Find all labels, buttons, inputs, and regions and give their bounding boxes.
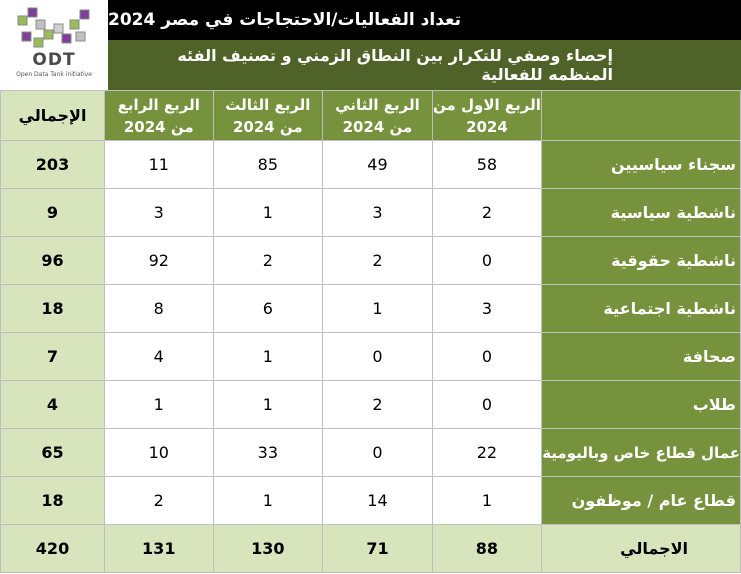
cell-q3: 85 [213,141,323,189]
row-total: 18 [1,477,105,525]
cell-q3: 2 [213,237,323,285]
header-q4: الربع الرابع من 2024 [105,91,214,141]
page-title [108,0,741,40]
logo-wordmark: ODT [32,50,76,70]
row-total: 203 [1,141,105,189]
row-label: طلاب [542,381,741,429]
cell-q1: 0 [432,333,541,381]
header-row [1,91,741,141]
cell-q3: 1 [213,189,323,237]
cell-q3: 1 [213,381,323,429]
total-q1: 88 [432,525,541,573]
cell-q2: 0 [323,429,433,477]
cell-q2: 1 [323,285,433,333]
table-row [1,429,741,477]
cell-q1: 2 [432,189,541,237]
page-subtitle [108,40,741,90]
row-label: ناشطية اجتماعية [542,285,741,333]
stats-table [0,90,741,573]
total-q2: 71 [323,525,433,573]
cell-q4: 3 [105,189,214,237]
row-label: عمال قطاع خاص وباليومية [542,429,741,477]
cell-q3: 1 [213,477,323,525]
header-category [542,91,741,141]
table-row [1,381,741,429]
cell-q1: 0 [432,381,541,429]
table-row [1,237,741,285]
table-row [1,333,741,381]
row-total: 7 [1,333,105,381]
row-label: سجناء سياسيين [542,141,741,189]
row-total: 96 [1,237,105,285]
cell-q2: 0 [323,333,433,381]
cell-q3: 6 [213,285,323,333]
row-total: 18 [1,285,105,333]
logo-tagline: Open Data Tank initiative [16,71,92,78]
odt-logo [0,0,108,90]
header-q1: الربع الاول من 2024 [432,91,541,141]
row-total: 4 [1,381,105,429]
cell-q2: 14 [323,477,433,525]
total-q3: 130 [213,525,323,573]
total-q4: 131 [105,525,214,573]
header-q2: الربع الثاني من 2024 [323,91,433,141]
totals-row [1,525,741,573]
cell-q2: 49 [323,141,433,189]
table-row [1,141,741,189]
row-label: قطاع عام / موظفون [542,477,741,525]
cube-logo-icon [14,6,94,52]
cell-q4: 2 [105,477,214,525]
header-total: الإجمالي [1,91,105,141]
row-label: صحافة [542,333,741,381]
cell-q4: 92 [105,237,214,285]
cell-q1: 1 [432,477,541,525]
header-q3: الربع الثالث من 2024 [213,91,323,141]
cell-q2: 2 [323,381,433,429]
cell-q4: 8 [105,285,214,333]
row-label: ناشطية سياسية [542,189,741,237]
table-row [1,477,741,525]
cell-q4: 1 [105,381,214,429]
totals-label: الاجمالي [542,525,741,573]
grand-total: 420 [1,525,105,573]
row-total: 65 [1,429,105,477]
page-subtitle-text: إحصاء وصفي للتكرار بين النطاق الزمني و تصنيف الفئه المنظمه للفعالية [177,46,613,84]
cell-q1: 0 [432,237,541,285]
cell-q4: 11 [105,141,214,189]
table-row [1,189,741,237]
row-total: 9 [1,189,105,237]
cell-q2: 2 [323,237,433,285]
cell-q3: 1 [213,333,323,381]
row-label: ناشطية حقوقية [542,237,741,285]
page-title-text: تعداد الفعاليات/الاحتجاجات في مصر 2024 [108,10,461,30]
cell-q2: 3 [323,189,433,237]
cell-q1: 3 [432,285,541,333]
cell-q4: 4 [105,333,214,381]
cell-q3: 33 [213,429,323,477]
cell-q1: 58 [432,141,541,189]
cell-q1: 22 [432,429,541,477]
cell-q4: 10 [105,429,214,477]
table-row [1,285,741,333]
